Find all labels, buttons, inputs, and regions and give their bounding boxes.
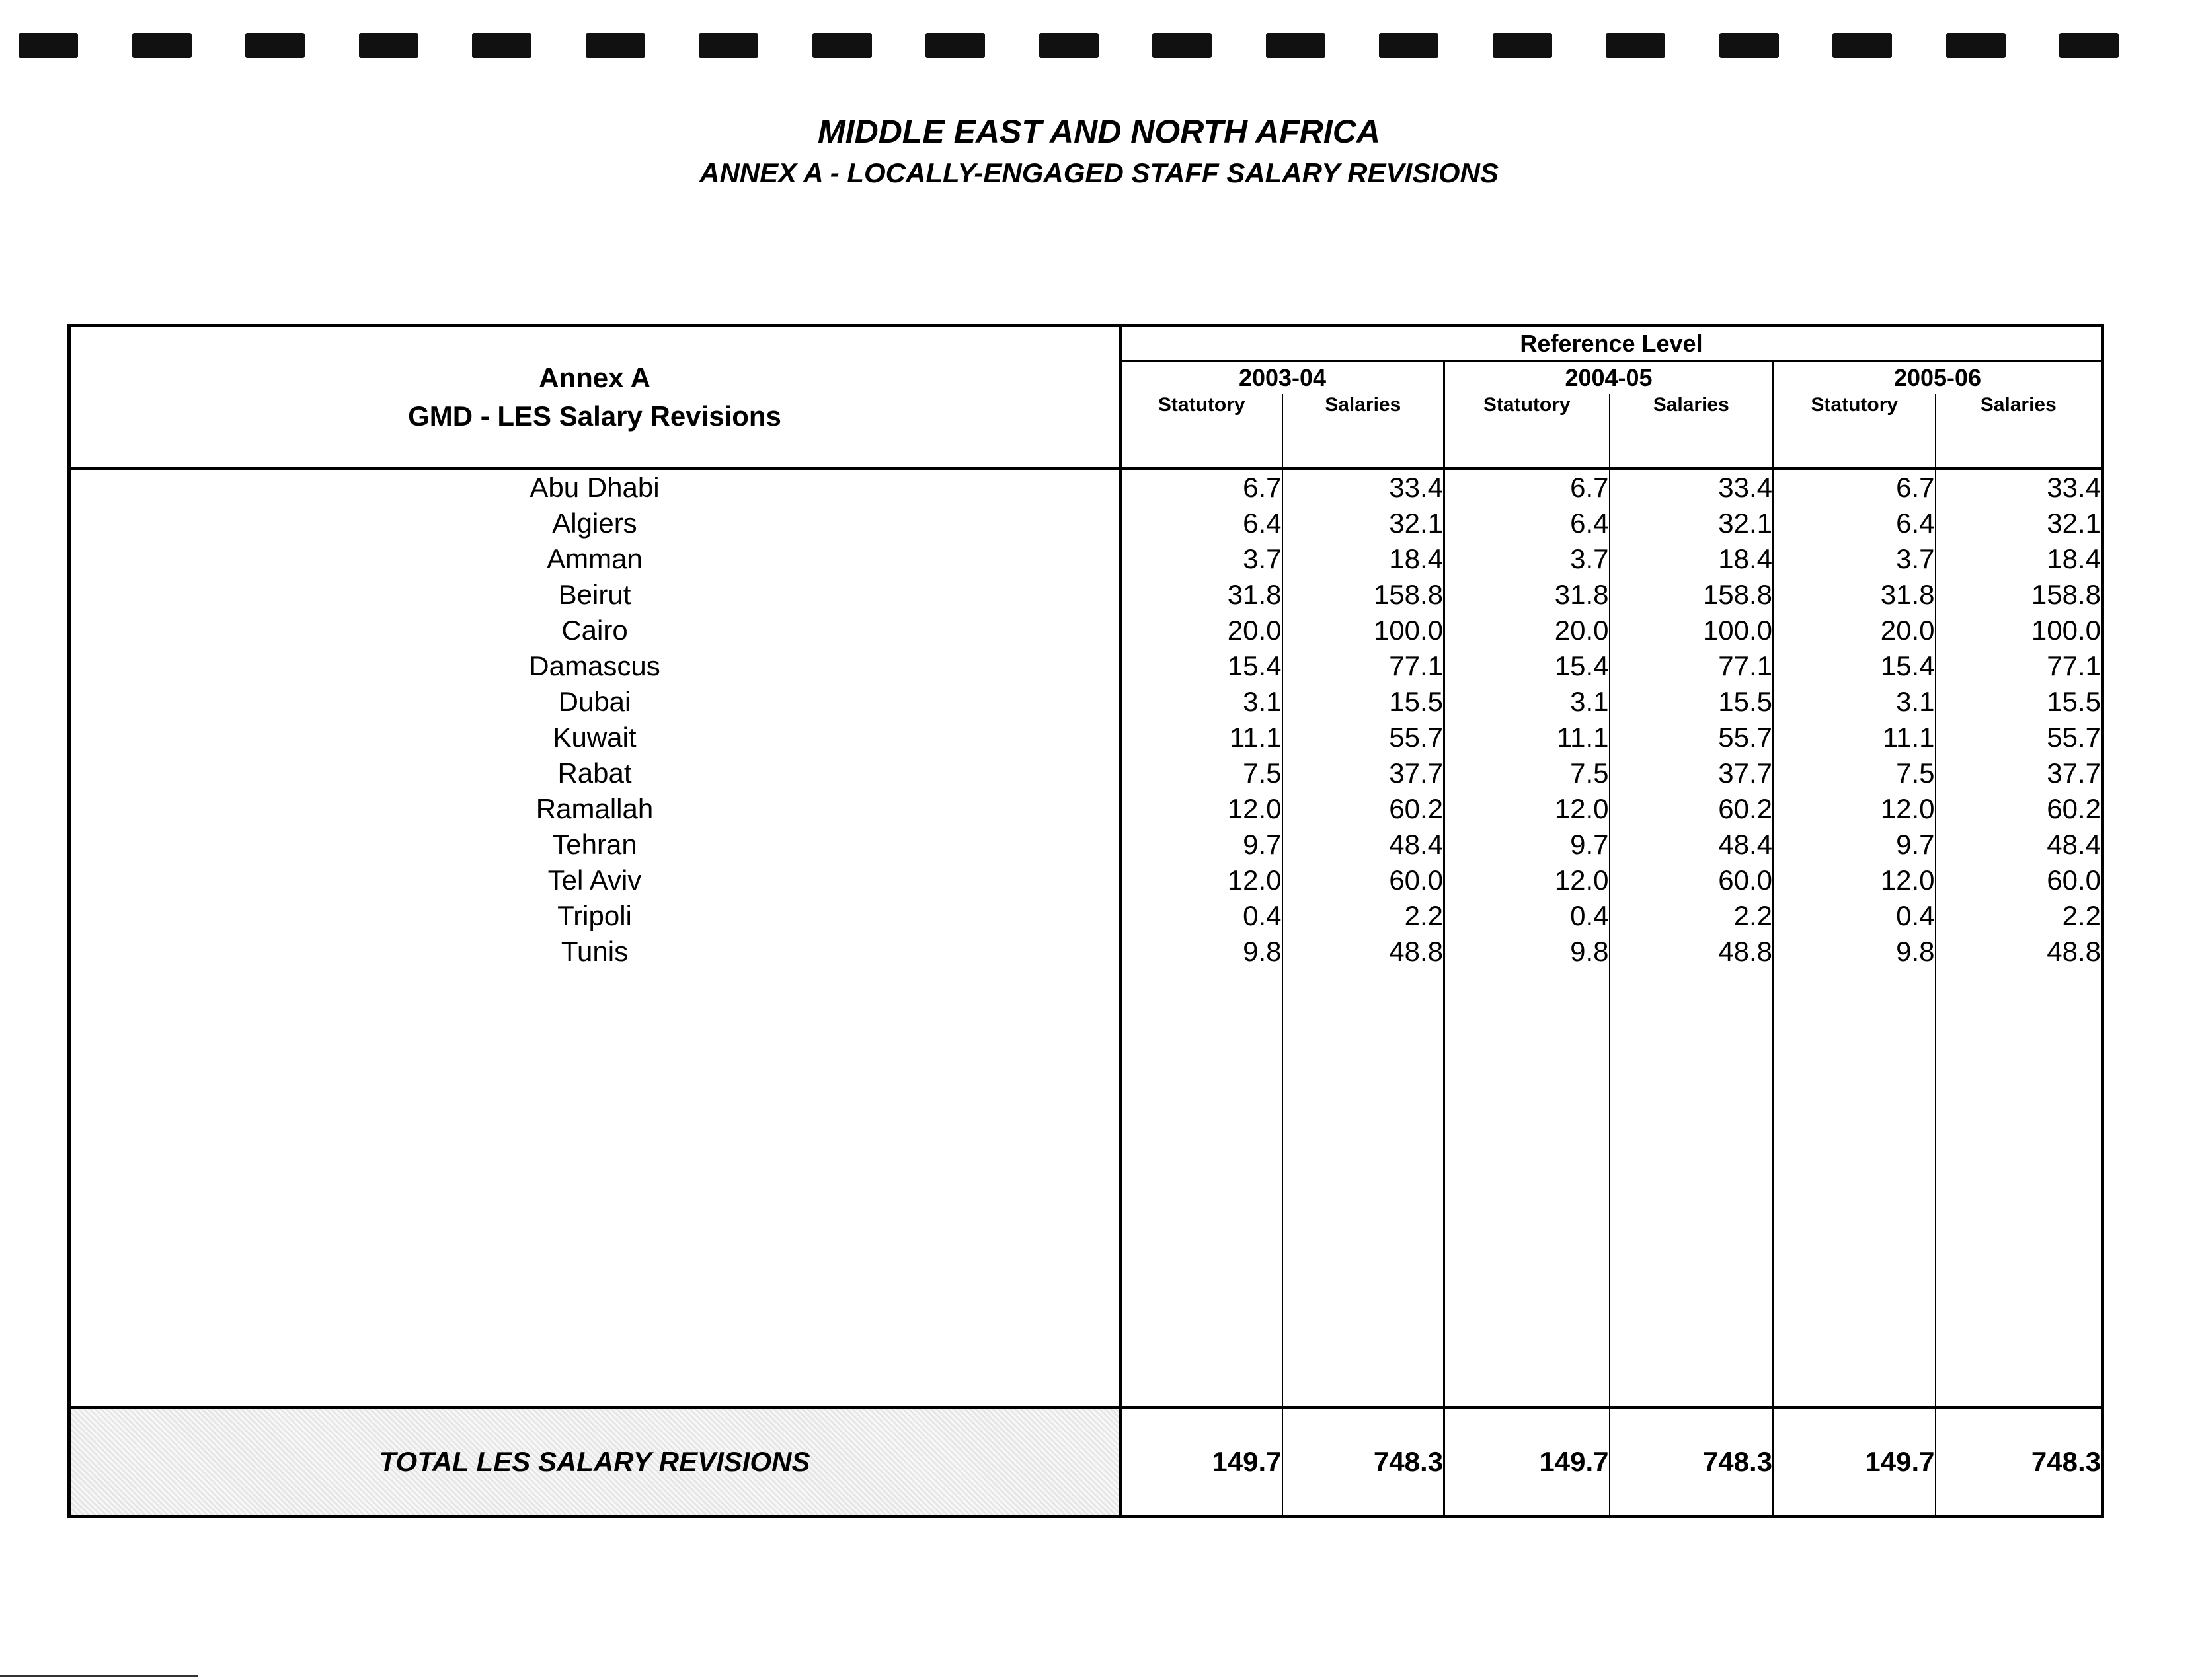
value-cell: 9.7 bbox=[1774, 827, 1936, 862]
year-header-2005-06: 2005-06 bbox=[1774, 362, 2103, 395]
table-row bbox=[69, 898, 2103, 934]
value-cell: 37.7 bbox=[1282, 755, 1444, 791]
table-row bbox=[69, 791, 2103, 827]
value-cell: 3.7 bbox=[1120, 541, 1282, 577]
value-cell: 3.7 bbox=[1774, 541, 1936, 577]
total-value: 748.3 bbox=[1282, 1408, 1444, 1517]
value-cell: 37.7 bbox=[1610, 755, 1774, 791]
value-cell: 11.1 bbox=[1120, 720, 1282, 755]
table-row bbox=[69, 720, 2103, 755]
value-cell: 0.4 bbox=[1444, 898, 1610, 934]
table-row bbox=[69, 934, 2103, 970]
value-cell: 3.1 bbox=[1444, 684, 1610, 720]
city-cell: Tel Aviv bbox=[69, 862, 1120, 898]
value-cell: 3.7 bbox=[1444, 541, 1610, 577]
year-header-2004-05: 2004-05 bbox=[1444, 362, 1774, 395]
statutory-header: Statutory bbox=[1444, 394, 1610, 469]
value-cell: 7.5 bbox=[1774, 755, 1936, 791]
perforation-hole bbox=[586, 33, 645, 58]
table-row bbox=[69, 684, 2103, 720]
value-cell: 158.8 bbox=[1610, 577, 1774, 613]
perforation-hole bbox=[1266, 33, 1325, 58]
year-header-2003-04: 2003-04 bbox=[1120, 362, 1444, 395]
value-cell: 55.7 bbox=[1610, 720, 1774, 755]
value-cell: 48.4 bbox=[1610, 827, 1774, 862]
value-cell: 11.1 bbox=[1774, 720, 1936, 755]
blank-cell bbox=[1774, 970, 1936, 1408]
value-cell: 15.5 bbox=[1282, 684, 1444, 720]
salary-table-container bbox=[67, 324, 2101, 1513]
salaries-header: Salaries bbox=[1282, 394, 1444, 469]
table-row bbox=[69, 862, 2103, 898]
statutory-header: Statutory bbox=[1774, 394, 1936, 469]
value-cell: 7.5 bbox=[1120, 755, 1282, 791]
value-cell: 77.1 bbox=[1282, 648, 1444, 684]
city-cell: Ramallah bbox=[69, 791, 1120, 827]
value-cell: 31.8 bbox=[1444, 577, 1610, 613]
table-row bbox=[69, 541, 2103, 577]
value-cell: 33.4 bbox=[1282, 469, 1444, 506]
salaries-header: Salaries bbox=[1610, 394, 1774, 469]
value-cell: 48.8 bbox=[1282, 934, 1444, 970]
table-row bbox=[69, 506, 2103, 541]
city-cell: Tunis bbox=[69, 934, 1120, 970]
value-cell: 9.7 bbox=[1444, 827, 1610, 862]
city-cell: Rabat bbox=[69, 755, 1120, 791]
value-cell: 15.4 bbox=[1120, 648, 1282, 684]
table-row bbox=[69, 577, 2103, 613]
blank-cell bbox=[1444, 970, 1610, 1408]
value-cell: 2.2 bbox=[1936, 898, 2103, 934]
value-cell: 11.1 bbox=[1444, 720, 1610, 755]
value-cell: 15.5 bbox=[1936, 684, 2103, 720]
total-value: 748.3 bbox=[1936, 1408, 2103, 1517]
value-cell: 32.1 bbox=[1936, 506, 2103, 541]
value-cell: 9.8 bbox=[1444, 934, 1610, 970]
perforation-hole bbox=[1379, 33, 1438, 58]
value-cell: 20.0 bbox=[1774, 613, 1936, 648]
value-cell: 12.0 bbox=[1774, 862, 1936, 898]
footer-rule bbox=[0, 1675, 198, 1677]
value-cell: 18.4 bbox=[1610, 541, 1774, 577]
city-cell: Kuwait bbox=[69, 720, 1120, 755]
value-cell: 31.8 bbox=[1120, 577, 1282, 613]
value-cell: 37.7 bbox=[1936, 755, 2103, 791]
value-cell: 18.4 bbox=[1936, 541, 2103, 577]
blank-cell bbox=[1610, 970, 1774, 1408]
table-row bbox=[69, 648, 2103, 684]
value-cell: 60.0 bbox=[1610, 862, 1774, 898]
value-cell: 77.1 bbox=[1610, 648, 1774, 684]
document-subtitle: ANNEX A - LOCALLY-ENGAGED STAFF SALARY REVISIONS bbox=[699, 157, 1499, 188]
value-cell: 9.7 bbox=[1120, 827, 1282, 862]
total-value: 748.3 bbox=[1610, 1408, 1774, 1517]
value-cell: 3.1 bbox=[1120, 684, 1282, 720]
left-header-line1: Annex A bbox=[539, 362, 650, 393]
reference-level-header: Reference Level bbox=[1120, 326, 2103, 362]
blank-cell bbox=[1120, 970, 1282, 1408]
blank-cell bbox=[1282, 970, 1444, 1408]
statutory-header: Statutory bbox=[1120, 394, 1282, 469]
value-cell: 6.4 bbox=[1774, 506, 1936, 541]
value-cell: 18.4 bbox=[1282, 541, 1444, 577]
value-cell: 15.4 bbox=[1774, 648, 1936, 684]
value-cell: 0.4 bbox=[1774, 898, 1936, 934]
value-cell: 32.1 bbox=[1610, 506, 1774, 541]
perforation-hole bbox=[1946, 33, 2006, 58]
value-cell: 0.4 bbox=[1120, 898, 1282, 934]
perforation-hole bbox=[2059, 33, 2119, 58]
perforation-hole bbox=[812, 33, 872, 58]
perforation-hole bbox=[19, 33, 78, 58]
value-cell: 6.4 bbox=[1444, 506, 1610, 541]
value-cell: 33.4 bbox=[1936, 469, 2103, 506]
value-cell: 158.8 bbox=[1282, 577, 1444, 613]
table-row bbox=[69, 827, 2103, 862]
perforation-hole bbox=[925, 33, 985, 58]
salary-revisions-table bbox=[67, 324, 2104, 1518]
left-header-line2: GMD - LES Salary Revisions bbox=[408, 400, 781, 432]
value-cell: 158.8 bbox=[1936, 577, 2103, 613]
value-cell: 60.2 bbox=[1282, 791, 1444, 827]
city-cell: Amman bbox=[69, 541, 1120, 577]
value-cell: 33.4 bbox=[1610, 469, 1774, 506]
perforation-hole bbox=[1039, 33, 1099, 58]
value-cell: 12.0 bbox=[1774, 791, 1936, 827]
value-cell: 48.4 bbox=[1936, 827, 2103, 862]
value-cell: 48.8 bbox=[1936, 934, 2103, 970]
value-cell: 55.7 bbox=[1936, 720, 2103, 755]
value-cell: 60.2 bbox=[1610, 791, 1774, 827]
table-row bbox=[69, 755, 2103, 791]
value-cell: 7.5 bbox=[1444, 755, 1610, 791]
perforation-hole bbox=[1719, 33, 1779, 58]
value-cell: 100.0 bbox=[1610, 613, 1774, 648]
value-cell: 12.0 bbox=[1120, 862, 1282, 898]
total-value: 149.7 bbox=[1774, 1408, 1936, 1517]
city-cell: Tehran bbox=[69, 827, 1120, 862]
city-cell: Tripoli bbox=[69, 898, 1120, 934]
city-cell: Damascus bbox=[69, 648, 1120, 684]
value-cell: 9.8 bbox=[1774, 934, 1936, 970]
value-cell: 15.5 bbox=[1610, 684, 1774, 720]
perforation-hole bbox=[1152, 33, 1212, 58]
total-label: TOTAL LES SALARY REVISIONS bbox=[69, 1408, 1120, 1517]
value-cell: 12.0 bbox=[1444, 862, 1610, 898]
value-cell: 9.8 bbox=[1120, 934, 1282, 970]
value-cell: 100.0 bbox=[1282, 613, 1444, 648]
perforation-hole bbox=[359, 33, 418, 58]
blank-cell bbox=[1936, 970, 2103, 1408]
total-value: 149.7 bbox=[1444, 1408, 1610, 1517]
salaries-header: Salaries bbox=[1936, 394, 2103, 469]
total-row bbox=[69, 1408, 2103, 1517]
perforation-hole bbox=[1606, 33, 1665, 58]
value-cell: 48.8 bbox=[1610, 934, 1774, 970]
blank-space-row bbox=[69, 970, 2103, 1408]
value-cell: 32.1 bbox=[1282, 506, 1444, 541]
value-cell: 100.0 bbox=[1936, 613, 2103, 648]
value-cell: 20.0 bbox=[1120, 613, 1282, 648]
perforation-hole bbox=[1832, 33, 1892, 58]
value-cell: 31.8 bbox=[1774, 577, 1936, 613]
perforation-hole bbox=[245, 33, 305, 58]
value-cell: 12.0 bbox=[1444, 791, 1610, 827]
city-cell: Cairo bbox=[69, 613, 1120, 648]
perforation-strip bbox=[0, 33, 2198, 59]
perforation-hole bbox=[472, 33, 531, 58]
value-cell: 77.1 bbox=[1936, 648, 2103, 684]
perforation-hole bbox=[699, 33, 758, 58]
left-header-cell bbox=[69, 326, 1120, 469]
blank-cell bbox=[69, 970, 1120, 1408]
value-cell: 2.2 bbox=[1610, 898, 1774, 934]
value-cell: 2.2 bbox=[1282, 898, 1444, 934]
value-cell: 15.4 bbox=[1444, 648, 1610, 684]
city-cell: Beirut bbox=[69, 577, 1120, 613]
value-cell: 3.1 bbox=[1774, 684, 1936, 720]
value-cell: 55.7 bbox=[1282, 720, 1444, 755]
city-cell: Algiers bbox=[69, 506, 1120, 541]
city-cell: Abu Dhabi bbox=[69, 469, 1120, 506]
table-row bbox=[69, 613, 2103, 648]
value-cell: 6.7 bbox=[1444, 469, 1610, 506]
table-body bbox=[69, 469, 2103, 970]
table-row bbox=[69, 469, 2103, 506]
value-cell: 48.4 bbox=[1282, 827, 1444, 862]
value-cell: 20.0 bbox=[1444, 613, 1610, 648]
value-cell: 60.2 bbox=[1936, 791, 2103, 827]
value-cell: 6.7 bbox=[1774, 469, 1936, 506]
total-value: 149.7 bbox=[1120, 1408, 1282, 1517]
document-title: MIDDLE EAST AND NORTH AFRICA bbox=[818, 113, 1380, 150]
city-cell: Dubai bbox=[69, 684, 1120, 720]
perforation-hole bbox=[132, 33, 192, 58]
value-cell: 6.7 bbox=[1120, 469, 1282, 506]
perforation-hole bbox=[1493, 33, 1552, 58]
value-cell: 60.0 bbox=[1936, 862, 2103, 898]
value-cell: 60.0 bbox=[1282, 862, 1444, 898]
value-cell: 6.4 bbox=[1120, 506, 1282, 541]
value-cell: 12.0 bbox=[1120, 791, 1282, 827]
